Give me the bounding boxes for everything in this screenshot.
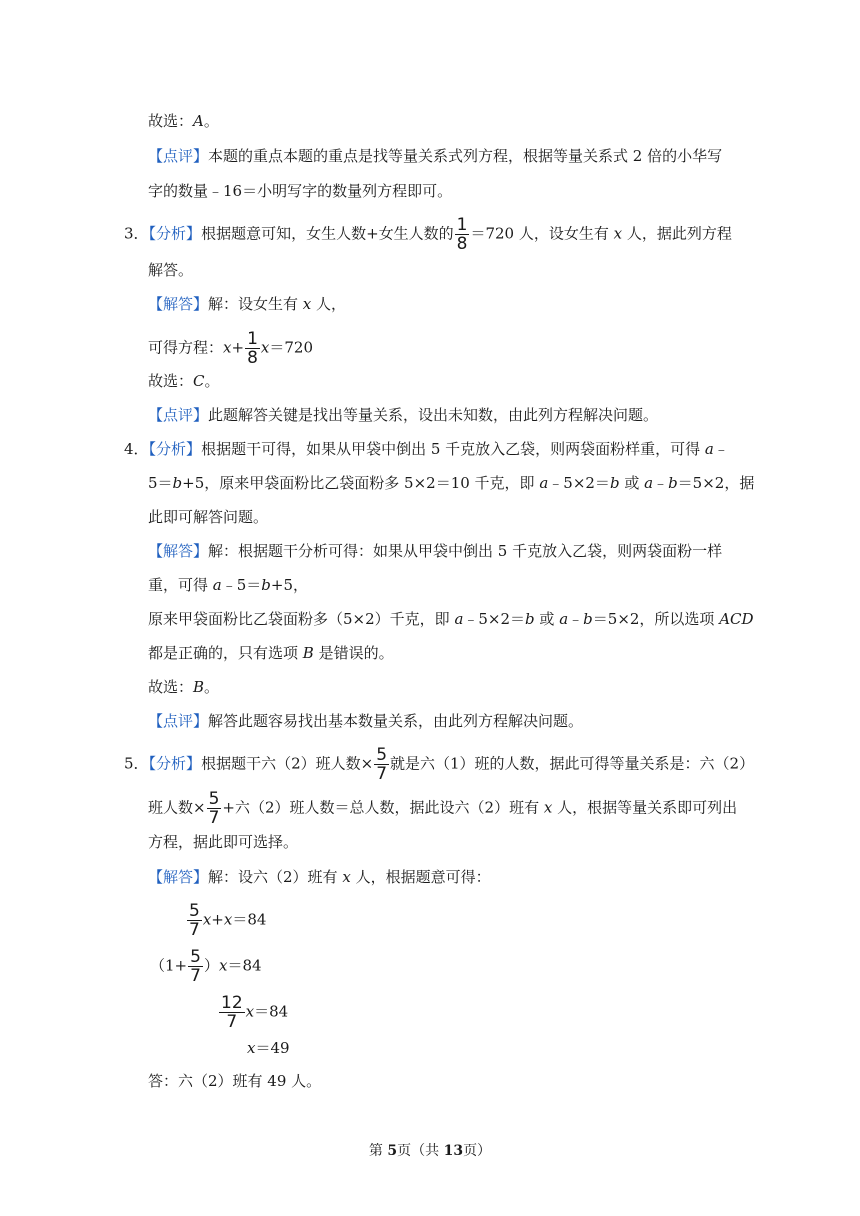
comment-tag: 【点评】 — [148, 406, 209, 424]
analysis-tag: 【分析】 — [148, 224, 202, 243]
q4-answer-line-3: 原来甲袋面粉比乙袋面粉多（5×2）千克，即 a﹣5×2＝b 或 a﹣b＝5×2，所以选项 ACD — [148, 610, 754, 628]
comment-line-2: 字的数量﹣16＝小明写字的数量列方程即可。 — [148, 182, 453, 200]
q4-answer-line-2: 重，可得 a﹣5＝b+5， — [148, 576, 309, 594]
comment-line: 【点评】本题的重点本题的重点是找等量关系式列方程，根据等量关系式 2 倍的小华写 — [148, 147, 723, 165]
q3-equation: 可得方程：x+ $\frac{1}{8}$ x＝720 — [148, 329, 313, 368]
fraction: $\frac{5}{7}$ — [208, 789, 220, 828]
q5-step-4: x＝49 — [247, 1039, 290, 1057]
choice-answer: B — [193, 678, 205, 696]
q5-step-3: $\frac{12}{7}$ x＝84 — [221, 993, 289, 1032]
page-footer: 第 5页（共 13页） — [368, 1143, 492, 1159]
fraction: $\frac{1}{8}$ — [247, 329, 258, 368]
q5-step-2: （1+ $\frac{5}{7}$ ）x＝84 — [150, 947, 262, 986]
choose-line: 故选：C。 — [148, 372, 220, 390]
q5-analysis-line-1: 5．【分析】根据题干六（2）班人数× $\frac{5}{7}$ 就是六（1）班的人数，据此可得等量关系是：六（2） — [124, 745, 755, 784]
choose-line: 故选：B。 — [148, 678, 220, 696]
analysis-tag: 【分析】 — [148, 754, 202, 773]
fraction: $\frac{1}{8}$ — [456, 215, 468, 254]
q4-answer-line-4: 都是正确的，只有选项 B 是错误的。 — [148, 644, 394, 662]
question-number: 4． — [124, 440, 149, 458]
q5-step-1: $\frac{5}{7}$ x+x＝84 — [189, 901, 267, 940]
fraction: $\frac{12}{7}$ — [221, 993, 243, 1032]
page-total: 13 — [443, 1143, 464, 1159]
q5-analysis-line-3: 方程，据此即可选择。 — [148, 833, 299, 851]
q3-analysis-line-2: 解答。 — [148, 261, 194, 279]
comment-line: 【点评】此题解答关键是找出等量关系，设出未知数，由此列方程解决问题。 — [148, 406, 659, 424]
q5-final-answer: 答：六（2）班有 49 人。 — [148, 1072, 322, 1090]
q4-analysis-line-2: 5＝b+5，原来甲袋面粉比乙袋面粉多 5×2＝10 千克，即 a﹣5×2＝b 或 a﹣b＝5×2，据 — [148, 474, 755, 492]
comment-tag: 【点评】 — [148, 712, 209, 730]
fraction: $\frac{5}{7}$ — [189, 901, 200, 940]
q4-analysis-line-1: 4．【分析】根据题干可得，如果从甲袋中倒出 5 千克放入乙袋，则两袋面粉样重，可得 a﹣ — [124, 440, 729, 458]
answer-tag: 【解答】 — [148, 542, 209, 560]
question-number: 3． — [124, 224, 149, 243]
q3-answer-line-1: 【解答】解：设女生有 x 人， — [148, 295, 347, 313]
q3-analysis-line-1: 3．【分析】根据题意可知，女生人数+女生人数的 $\frac{1}{8}$ ＝720 人，设女生有 x 人，据此列方程 — [124, 215, 732, 254]
comment-tag: 【点评】 — [148, 147, 209, 165]
answer-tag: 【解答】 — [148, 295, 209, 313]
choice-answer: C — [193, 372, 205, 390]
analysis-tag: 【分析】 — [148, 440, 202, 458]
comment-line: 【点评】解答此题容易找出基本数量关系，由此列方程解决问题。 — [148, 712, 584, 730]
q4-analysis-line-3: 此即可解答问题。 — [148, 508, 269, 526]
fraction: $\frac{5}{7}$ — [376, 745, 388, 784]
answer-tag: 【解答】 — [148, 868, 209, 886]
q4-answer-line-1: 【解答】解：根据题干分析可得：如果从甲袋中倒出 5 千克放入乙袋，则两袋面粉一样 — [148, 542, 723, 560]
question-number: 5． — [124, 754, 149, 773]
page-number: 5 — [387, 1143, 398, 1159]
choice-answer: A — [193, 112, 204, 130]
q5-answer-line-1: 【解答】解：设六（2）班有 x 人，根据题意可得： — [148, 868, 491, 886]
fraction: $\frac{5}{7}$ — [190, 947, 201, 986]
q5-analysis-line-2: 班人数× $\frac{5}{7}$ +六（2）班人数＝总人数，据此设六（2）班有 x 人，根据等量关系即可列出 — [148, 789, 738, 828]
choose-line: 故选：A。 — [148, 112, 219, 130]
